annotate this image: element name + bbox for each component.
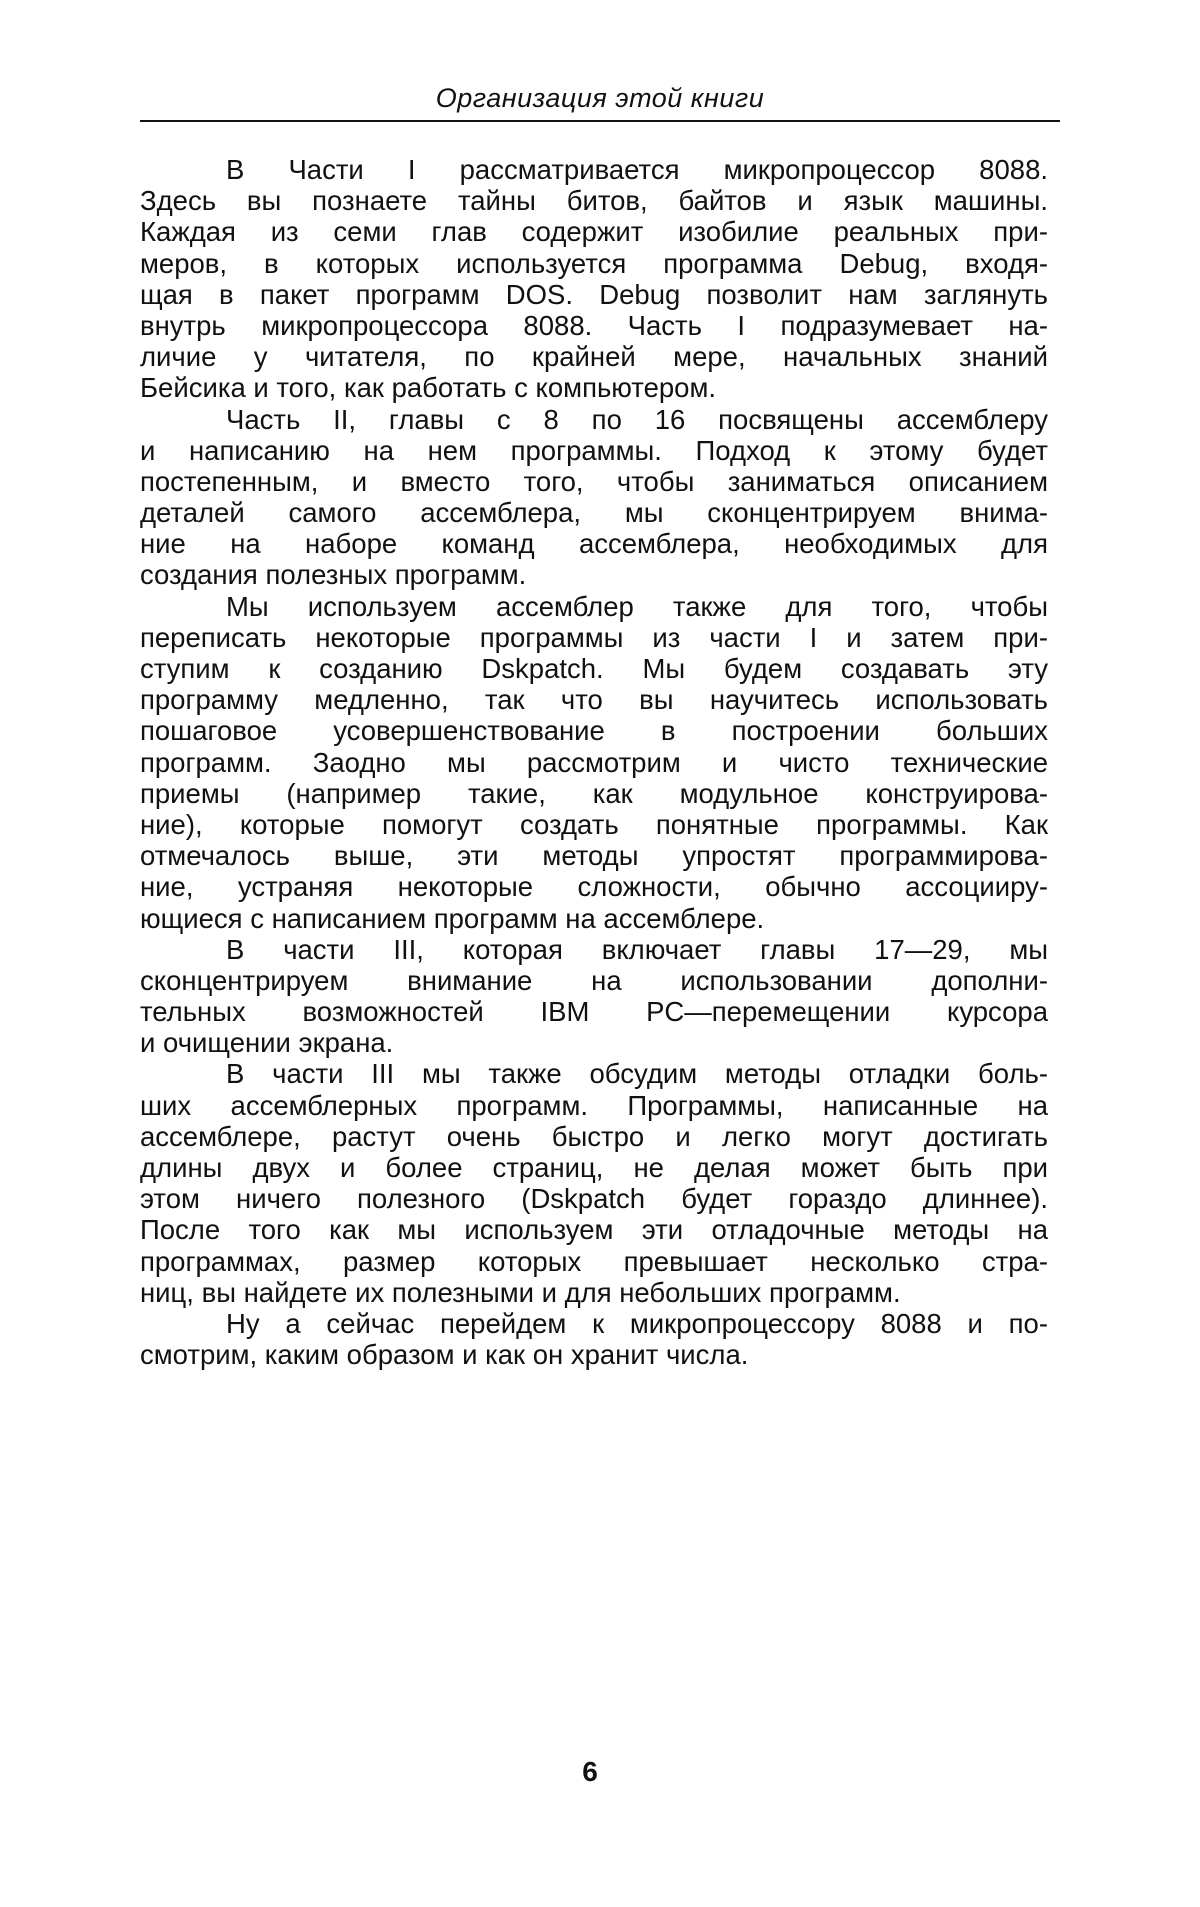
text-line: ние, устраняя некоторые сложности, обычно ассоцииру- xyxy=(140,871,1048,903)
text-line: ших ассемблерных программ. Программы, написанные на xyxy=(140,1089,1048,1121)
text-line: ние), которые помогут создать понятные программы. Как xyxy=(140,808,1048,840)
text-line: ассемблере, растут очень быстро и легко могут достигать xyxy=(140,1120,1048,1152)
page-number: 6 xyxy=(582,1756,598,1787)
text-line: пошаговое усовершенствование в построении больших xyxy=(140,715,1048,747)
running-title: Организация этой книги xyxy=(435,83,765,113)
text-line: В части III мы также обсудим методы отладки боль- xyxy=(226,1058,1048,1090)
text-line: В части III, которая включает главы 17—29, мы xyxy=(226,933,1048,965)
text-line: программу медленно, так что вы научитесь использовать xyxy=(140,684,1048,716)
text-line: постепенным, и вместо того, чтобы заниматься описанием xyxy=(140,465,1048,497)
paragraph-4 xyxy=(140,934,1048,1059)
text-line: щая в пакет программ DOS. Debug позволит нам заглянуть xyxy=(140,278,1048,310)
text-line: После того как мы используем эти отладочные методы на xyxy=(140,1214,1048,1246)
text-line: Здесь вы познаете тайны битов, байтов и язык машины. xyxy=(140,185,1048,217)
text-line: отмечалось выше, эти методы упростят программирова- xyxy=(140,840,1048,872)
text-line: В Части I рассматривается микропроцессор 8088. xyxy=(226,154,1048,185)
text-line: внутрь микропроцессора 8088. Часть I подразумевает на- xyxy=(140,309,1048,341)
text-line: и написанию на нем программы. Подход к этому будет xyxy=(140,434,1048,466)
text-line: тельных возможностей IBM PC—перемещении курсора xyxy=(140,996,1048,1028)
paragraph-1 xyxy=(140,154,1048,404)
text-line: Ну а сейчас перейдем к микропроцессору 8088 и по- xyxy=(226,1307,1048,1339)
text-line: Мы используем ассемблер также для того, чтобы xyxy=(226,590,1048,622)
text-line: ние на наборе команд ассемблера, необходимых для xyxy=(140,528,1048,560)
text-line: и очищении экрана. xyxy=(140,1027,394,1059)
text-line: личие у читателя, по крайней мере, начальных знаний xyxy=(140,341,1048,373)
paragraph-6 xyxy=(140,1308,1048,1370)
text-line: длины двух и более страниц, не делая может быть при xyxy=(140,1152,1048,1183)
text-line: ющиеся с написанием программ на ассемблере. xyxy=(140,902,765,934)
paragraph-5 xyxy=(140,1058,1048,1308)
text-line: Каждая из семи глав содержит изобилие реальных при- xyxy=(140,216,1048,248)
text-line: Часть II, главы с 8 по 16 посвящены ассемблеру xyxy=(226,403,1048,435)
text-line: Бейсика и того, как работать с компьютером. xyxy=(140,372,717,404)
text-line: ниц, вы найдете их полезными и для небольших программ. xyxy=(140,1276,901,1308)
text-line: переписать некоторые программы из части I и затем при- xyxy=(140,621,1048,653)
text-line: деталей самого ассемблера, мы сконцентрируем внима- xyxy=(140,497,1048,529)
text-line: программах, размер которых превышает несколько стра- xyxy=(140,1245,1048,1277)
text-line: создания полезных программ. xyxy=(140,559,527,591)
text-line: программ. Заодно мы рассмотрим и чисто технические xyxy=(140,746,1048,778)
header-rule xyxy=(140,120,1060,122)
paragraph-3 xyxy=(140,591,1048,934)
body-text xyxy=(140,154,1048,1370)
text-line: ступим к созданию Dskpatch. Мы будем создавать эту xyxy=(140,653,1048,684)
text-line: меров, в которых используется программа Debug, входя- xyxy=(140,247,1048,279)
paragraph-2 xyxy=(140,404,1048,591)
text-line: смотрим, каким образом и как он хранит числа. xyxy=(140,1339,749,1371)
text-line: этом ничего полезного (Dskpatch будет гораздо длиннее). xyxy=(140,1183,1048,1215)
text-line: приемы (например такие, как модульное конструирова- xyxy=(140,777,1048,809)
text-line: сконцентрируем внимание на использовании дополни- xyxy=(140,964,1048,996)
